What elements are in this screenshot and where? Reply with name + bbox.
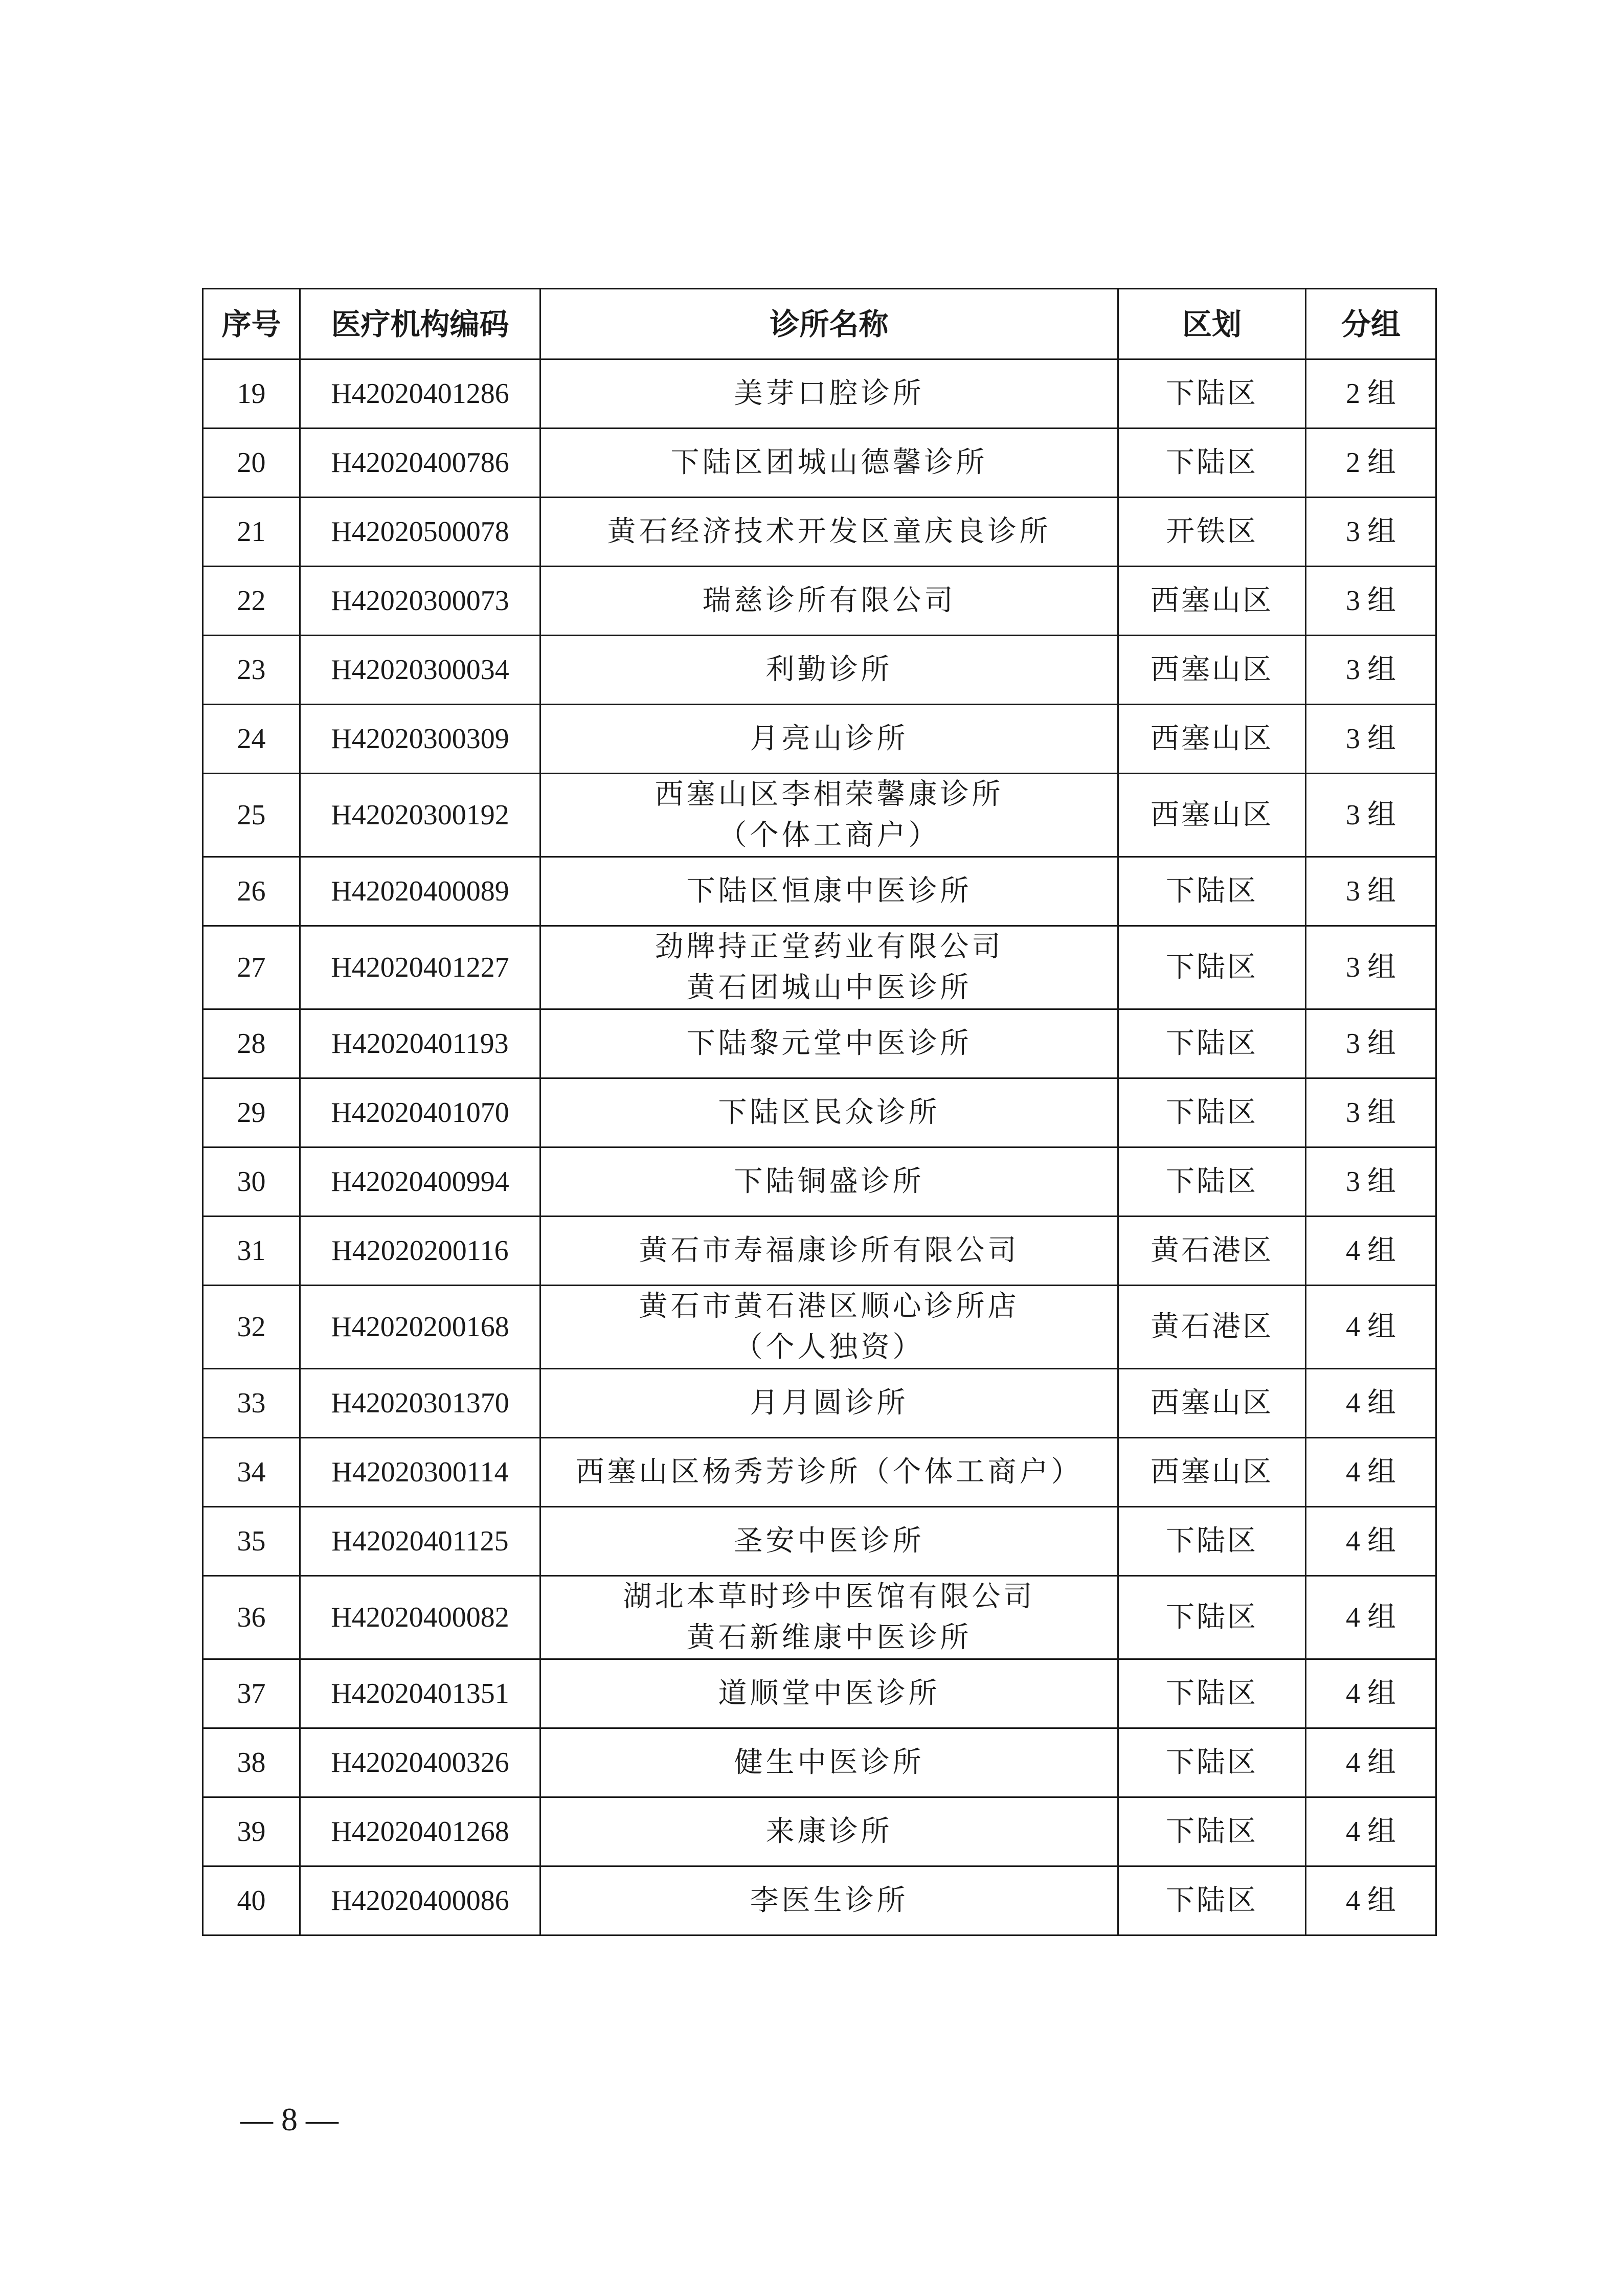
- table-row: [203, 926, 1436, 1009]
- row-code: H42020401351: [300, 1659, 540, 1728]
- row-index: 23: [203, 636, 300, 705]
- row-group: 4 组: [1306, 1659, 1436, 1728]
- row-district: 西塞山区: [1118, 705, 1306, 774]
- table-row: [203, 636, 1436, 705]
- header-index: 序号: [203, 289, 300, 359]
- clinic-name-line: 下陆区恒康中医诊所: [686, 874, 972, 908]
- row-index: 34: [203, 1438, 300, 1507]
- clinic-name-line: 月月圆诊所: [750, 1386, 909, 1420]
- row-district: 开铁区: [1118, 498, 1306, 567]
- row-code: H42020400786: [300, 429, 540, 498]
- row-district: 下陆区: [1118, 1507, 1306, 1576]
- row-group: 4 组: [1306, 1438, 1436, 1507]
- row-index: 21: [203, 498, 300, 567]
- row-index: 26: [203, 857, 300, 926]
- header-code: 医疗机构编码: [300, 289, 540, 359]
- row-code: H42020301370: [300, 1369, 540, 1438]
- row-clinic-name: [540, 1147, 1118, 1217]
- row-district: 下陆区: [1118, 1147, 1306, 1217]
- row-code: H42020400326: [300, 1728, 540, 1797]
- row-group: 4 组: [1306, 1369, 1436, 1438]
- row-clinic-name: [540, 1438, 1118, 1507]
- table-header: [203, 289, 1436, 359]
- row-index: 32: [203, 1286, 300, 1369]
- row-group: 3 组: [1306, 498, 1436, 567]
- clinic-name-line: 黄石新维康中医诊所: [686, 1621, 972, 1654]
- row-code: H42020401070: [300, 1078, 540, 1147]
- row-code: H42020300192: [300, 774, 540, 857]
- clinic-name-line: 劲牌持正堂药业有限公司: [655, 930, 1004, 963]
- header-name: 诊所名称: [540, 289, 1118, 359]
- row-index: 24: [203, 705, 300, 774]
- row-district: 下陆区: [1118, 359, 1306, 429]
- clinic-name-line: 下陆区团城山德馨诊所: [670, 446, 988, 479]
- table-row: [203, 1659, 1436, 1728]
- row-clinic-name: [540, 567, 1118, 636]
- clinic-name-line: 下陆黎元堂中医诊所: [686, 1027, 972, 1060]
- row-index: 28: [203, 1009, 300, 1078]
- table-row: [203, 857, 1436, 926]
- table-row: [203, 359, 1436, 429]
- row-district: 西塞山区: [1118, 1438, 1306, 1507]
- row-district: 西塞山区: [1118, 636, 1306, 705]
- row-group: 3 组: [1306, 1147, 1436, 1217]
- row-group: 4 组: [1306, 1866, 1436, 1935]
- row-code: H42020401125: [300, 1507, 540, 1576]
- row-code: H42020500078: [300, 498, 540, 567]
- row-group: 3 组: [1306, 705, 1436, 774]
- row-district: 下陆区: [1118, 1659, 1306, 1728]
- header-group: 分组: [1306, 289, 1436, 359]
- table-row: [203, 1507, 1436, 1576]
- clinic-name-line: 黄石经济技术开发区童庆良诊所: [607, 515, 1051, 548]
- row-code: H42020400086: [300, 1866, 540, 1935]
- clinic-name-line: 圣安中医诊所: [734, 1524, 924, 1558]
- clinic-name-line: 美芽口腔诊所: [734, 377, 924, 410]
- row-district: 下陆区: [1118, 1797, 1306, 1866]
- row-clinic-name: [540, 1866, 1118, 1935]
- clinic-name-line: 来康诊所: [765, 1815, 893, 1848]
- row-group: 3 组: [1306, 1009, 1436, 1078]
- clinic-name-line: 李医生诊所: [750, 1884, 909, 1917]
- row-clinic-name: [540, 429, 1118, 498]
- table-row: [203, 1576, 1436, 1659]
- clinic-name-line: （个体工商户）: [718, 819, 940, 852]
- row-index: 39: [203, 1797, 300, 1866]
- table-row: [203, 429, 1436, 498]
- row-index: 31: [203, 1217, 300, 1286]
- row-code: H42020200116: [300, 1217, 540, 1286]
- row-district: 下陆区: [1118, 1728, 1306, 1797]
- row-index: 30: [203, 1147, 300, 1217]
- row-group: 3 组: [1306, 636, 1436, 705]
- table-row: [203, 498, 1436, 567]
- clinic-name-line: 下陆铜盛诊所: [734, 1165, 924, 1198]
- clinic-name-line: 黄石市寿福康诊所有限公司: [639, 1234, 1020, 1267]
- table-row: [203, 567, 1436, 636]
- row-district: 下陆区: [1118, 1009, 1306, 1078]
- table-row: [203, 774, 1436, 857]
- table-row: [203, 1438, 1436, 1507]
- clinic-name-line: 黄石市黄石港区顺心诊所店: [639, 1290, 1020, 1323]
- row-district: 黄石港区: [1118, 1286, 1306, 1369]
- row-group: 4 组: [1306, 1507, 1436, 1576]
- clinic-name-line: （个人独资）: [734, 1331, 924, 1364]
- row-group: 4 组: [1306, 1797, 1436, 1866]
- row-index: 33: [203, 1369, 300, 1438]
- row-index: 37: [203, 1659, 300, 1728]
- header-row: [203, 289, 1436, 359]
- table-row: [203, 1728, 1436, 1797]
- header-district: 区划: [1118, 289, 1306, 359]
- row-code: H42020400082: [300, 1576, 540, 1659]
- clinic-name-line: 下陆区民众诊所: [718, 1096, 940, 1129]
- row-district: 黄石港区: [1118, 1217, 1306, 1286]
- row-group: 3 组: [1306, 774, 1436, 857]
- row-group: 4 组: [1306, 1286, 1436, 1369]
- clinic-name-line: 健生中医诊所: [734, 1746, 924, 1779]
- table-row: [203, 1009, 1436, 1078]
- row-group: 3 组: [1306, 567, 1436, 636]
- row-group: 4 组: [1306, 1576, 1436, 1659]
- clinic-name-line: 月亮山诊所: [750, 722, 909, 755]
- row-code: H42020400994: [300, 1147, 540, 1217]
- row-clinic-name: [540, 774, 1118, 857]
- row-index: 38: [203, 1728, 300, 1797]
- table-row: [203, 1217, 1436, 1286]
- row-code: H42020300073: [300, 567, 540, 636]
- row-clinic-name: [540, 1507, 1118, 1576]
- table-row: [203, 1147, 1436, 1217]
- row-code: H42020401227: [300, 926, 540, 1009]
- table-row: [203, 1286, 1436, 1369]
- row-district: 下陆区: [1118, 857, 1306, 926]
- row-clinic-name: [540, 359, 1118, 429]
- row-index: 22: [203, 567, 300, 636]
- row-group: 2 组: [1306, 429, 1436, 498]
- row-index: 20: [203, 429, 300, 498]
- row-clinic-name: [540, 857, 1118, 926]
- row-clinic-name: [540, 926, 1118, 1009]
- row-clinic-name: [540, 1009, 1118, 1078]
- clinic-name-line: 利勤诊所: [765, 653, 893, 686]
- row-code: H42020300114: [300, 1438, 540, 1507]
- row-group: 3 组: [1306, 1078, 1436, 1147]
- row-code: H42020401286: [300, 359, 540, 429]
- row-code: H42020200168: [300, 1286, 540, 1369]
- row-group: 3 组: [1306, 926, 1436, 1009]
- row-clinic-name: [540, 1369, 1118, 1438]
- row-code: H42020401268: [300, 1797, 540, 1866]
- row-group: 4 组: [1306, 1728, 1436, 1797]
- row-index: 29: [203, 1078, 300, 1147]
- row-district: 西塞山区: [1118, 1369, 1306, 1438]
- clinic-name-line: 黄石团城山中医诊所: [686, 971, 972, 1004]
- row-index: 36: [203, 1576, 300, 1659]
- row-index: 27: [203, 926, 300, 1009]
- row-group: 2 组: [1306, 359, 1436, 429]
- clinic-name-line: 瑞慈诊所有限公司: [702, 584, 956, 617]
- row-clinic-name: [540, 1659, 1118, 1728]
- row-district: 下陆区: [1118, 926, 1306, 1009]
- clinic-name-line: 西塞山区杨秀芳诊所（个体工商户）: [575, 1455, 1083, 1489]
- row-district: 下陆区: [1118, 1576, 1306, 1659]
- row-district: 西塞山区: [1118, 774, 1306, 857]
- row-index: 40: [203, 1866, 300, 1935]
- row-clinic-name: [540, 705, 1118, 774]
- row-code: H42020400089: [300, 857, 540, 926]
- table-row: [203, 1866, 1436, 1935]
- row-group: 4 组: [1306, 1217, 1436, 1286]
- row-clinic-name: [540, 1286, 1118, 1369]
- row-index: 35: [203, 1507, 300, 1576]
- row-clinic-name: [540, 1217, 1118, 1286]
- clinic-name-line: 湖北本草时珍中医馆有限公司: [623, 1580, 1035, 1613]
- table-row: [203, 1078, 1436, 1147]
- row-clinic-name: [540, 1728, 1118, 1797]
- table-row: [203, 1797, 1436, 1866]
- row-index: 25: [203, 774, 300, 857]
- row-district: 西塞山区: [1118, 567, 1306, 636]
- table-row: [203, 1369, 1436, 1438]
- row-code: H42020401193: [300, 1009, 540, 1078]
- row-clinic-name: [540, 1576, 1118, 1659]
- row-clinic-name: [540, 1797, 1118, 1866]
- table-body: [203, 359, 1436, 1935]
- row-index: 19: [203, 359, 300, 429]
- row-clinic-name: [540, 498, 1118, 567]
- clinic-table: [202, 288, 1437, 1936]
- row-district: 下陆区: [1118, 429, 1306, 498]
- row-clinic-name: [540, 1078, 1118, 1147]
- row-code: H42020300309: [300, 705, 540, 774]
- clinic-name-line: 道顺堂中医诊所: [718, 1677, 940, 1710]
- clinic-name-line: 西塞山区李相荣馨康诊所: [655, 778, 1004, 811]
- row-district: 下陆区: [1118, 1866, 1306, 1935]
- table-row: [203, 705, 1436, 774]
- row-clinic-name: [540, 636, 1118, 705]
- page-number: — 8 —: [240, 2101, 339, 2137]
- row-group: 3 组: [1306, 857, 1436, 926]
- row-district: 下陆区: [1118, 1078, 1306, 1147]
- row-code: H42020300034: [300, 636, 540, 705]
